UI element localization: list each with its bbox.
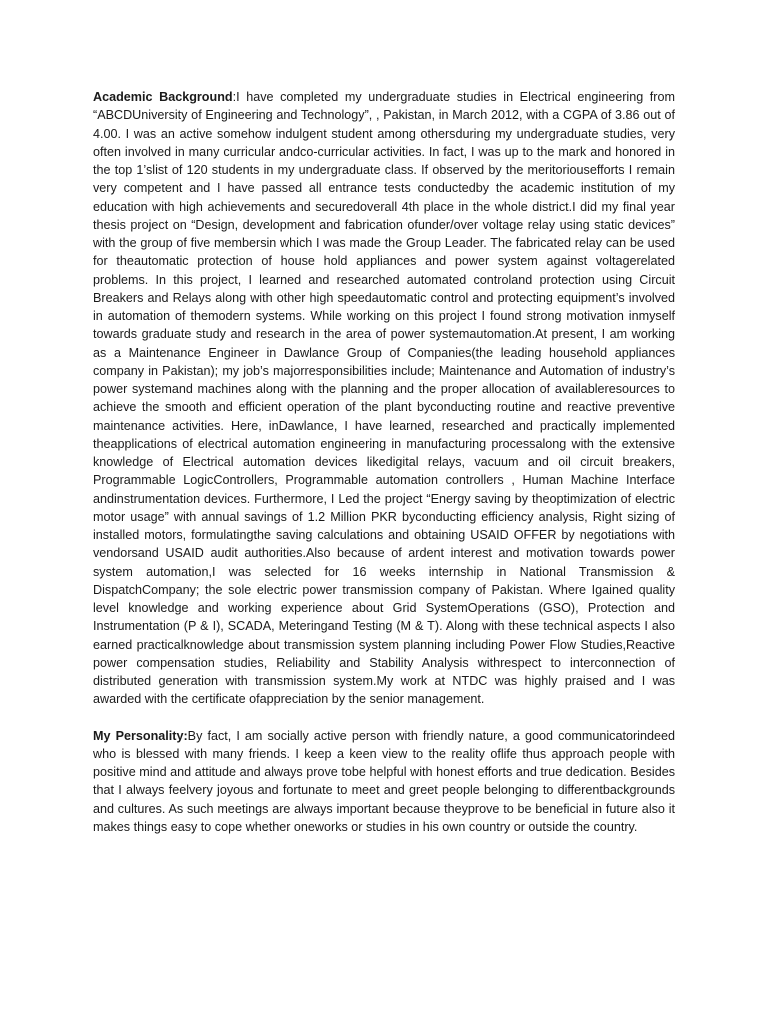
academic-background-heading: Academic Background xyxy=(93,90,233,104)
document-page xyxy=(93,88,675,836)
personality-paragraph xyxy=(93,727,675,837)
heading-separator: : xyxy=(232,90,237,104)
academic-background-body: I have completed my undergraduate studies in Electrical engineering from “ABCDUniversity of Engineering and Technology”, , Pakistan, in March 2012, with a CGPA of 3.86 out of 4.00. I was an active somehow indulgent student among othersduring my undergraduate studies, very often involved in many curricular andco-curricular activities. In fact, I was up to the mark and honored in the top 1’slist of 120 students in my undergraduate class. If observed by the meritoriousefforts I remain very competent and I have passed all entrance tests conductedby the academic institution of my education with high achievements and securedoverall 4th place in the whole district.I did my final year thesis project on “Design, development and fabrication ofunder/over voltage relay using static devices” with the group of five membersin which I was made the Group Leader. The fabricated relay can be used for theautomatic protection of house hold appliances and power system against voltagerelated problems. In this project, I learned and researched automated controland protection using Circuit Breakers and Relays along with other high speedautomatic control and protecting equipment’s involved in automation of themodern systems. While working on this project I found strong motivation inmyself towards graduate study and research in the area of power systemautomation.At present, I am working as a Maintenance Engineer in Dawlance Group of Companies(the leading household appliances company in Pakistan); my job’s majorresponsibilities include; Maintenance and Automation of industry’s power systemand machines along with the planning and the proper allocation of availableresources to achieve the smooth and efficient operation of the plant byconducting routine and reactive preventive maintenance activities. Here, inDawlance, I have learned, researched and practically implemented theapplications of electrical automation engineering in manufacturing processalong with the extensive knowledge of Electrical automation devices likedigital relays, vacuum and oil circuit breakers, Programmable LogicControllers, Programmable automation controllers , Human Machine Interface andinstrumentation devices. Furthermore, I Led the project “Energy saving by theoptimization of electric motor usage” with annual savings of 1.2 Million PKR byconducting efficiency analysis, Right sizing of installed motors, formulatingthe saving calculations and obtaining USAID OFFER by negotiations with vendorsand USAID audit authorities.Also because of ardent interest and motivation towards power system automation,I was selected for 16 weeks internship in National Transmission & DispatchCompany; the sole electric power transmission company of Pakistan. Where Igained quality level knowledge and working experience about Grid SystemOperations (GSO), Protection and Instrumentation (P & I), SCADA, Meteringand Testing (M & T). Along with these technical aspects I also earned practicalknowledge about transmission system planning including Power Flow Studies,Reactive power compensation studies, Reliability and Stability Analysis withrespect to interconnection of distributed generation with transmission system.My work at NTDC was highly praised and I was awarded with the certificate ofappreciation by the senior management. xyxy=(93,90,675,707)
academic-background-paragraph xyxy=(93,88,675,709)
personality-body: By fact, I am socially active person with friendly nature, a good communicatorindeed who is blessed with many friends. I keep a keen view to the reality oflife thus approach people with positive mind and attitude and always prove tobe helpful with honest efforts and true dedication. Besides that I always feelvery joyous and fortunate to meet and greet people belonging to differentbackgrounds and cultures. As such meetings are always important because theyprove to be beneficial in future also it makes things easy to cope whether oneworks or studies in his own country or outside the country. xyxy=(93,728,675,834)
personality-heading: My Personality: xyxy=(93,728,188,743)
